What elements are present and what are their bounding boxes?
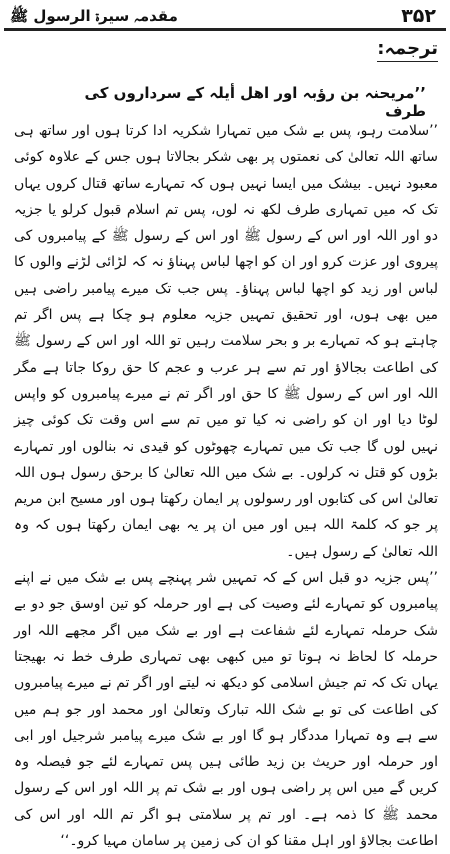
letter-address-line: ’’مریحنہ بن رؤبہ اور اھل أیلہ کے سرداروں کی طرف bbox=[84, 84, 426, 120]
body-text bbox=[14, 118, 438, 854]
running-title: مقدمہ سیرۃ الرسول ﷺ bbox=[10, 7, 178, 25]
page-number: ۳۵۲ bbox=[401, 5, 436, 27]
paragraph-1: ’’سلامت رہو، پس بے شک میں تمہارا شکریہ ادا کرتا ہوں اور ساتھ ہی ساتھ اللہ تعالیٰ کی نعمتوں پر بھی شکر بجالاتا ہوں جس کے علاوہ کوئی معبود نہیں۔ بیشک میں ایسا نہیں ہوں کہ تمہارے ساتھ قتال کروں یہاں تک کہ میں تمہاری طرف لکھ نہ لوں، پس تم اسلام قبول کرلو یا جزیہ دو اور اللہ اور اس کے رسول ﷺ اور اس کے رسول ﷺ کے پیامبروں کی پیروی اور عزت کرو اور ان کو اچھا لباس پہناؤ نہ کہ لڑائی لڑنے والوں کا لباس اور زید کو اچھا لباس پہناؤ۔ پس جب تک میرے پیامبر راضی ہیں میں بھی ہوں، اور تحقیق تمہیں جزیہ معلوم ہو چکا ہے پس اگر تم چاہتے ہو کہ تمہارے بر و بحر سلامت رہیں تو اللہ اور اس کے رسول ﷺ کی اطاعت بجالاؤ اور تم سے ہر عرب و عجم کا حق روکا جاتا ہے مگر اللہ اور اس کے رسول ﷺ کا حق اور اگر تم نے میرے پیامبروں کو واپس لوٹا دیا اور ان کو راضی نہ کیا تو میں تم سے اس وقت تک کوئی چیز نہیں لوں گا جب تک میں تمہارے چھوٹوں کو قیدی نہ بنالوں اور تمہارے بڑوں کو قتل نہ کرلوں۔ بے شک میں اللہ تعالیٰ کا برحق رسول ہوں اللہ تعالیٰ اس کی کتابوں اور رسولوں پر ایمان رکھتا ہوں اور مسیح ابن مریم پر جو کہ کلمۃ اللہ ہیں اور میں ان پر یہ بھی ایمان رکھتا ہوں کہ وہ اللہ تعالیٰ کے رسول ہیں۔ bbox=[14, 123, 438, 560]
section-heading: ترجمہ: bbox=[377, 38, 438, 62]
paragraph-2: ’’پس جزیہ دو قبل اس کے کہ تمہیں شر پہنچے پس بے شک میں نے اپنے پیامبروں کو تمہارے لئے وصیت کی ہے اور حرملہ کو تین اوسق جو دو بے شک حرملہ تمہارے لئے شفاعت ہے اور بے شک میں اگر مجھے اللہ اور حرملہ کا لحاظ نہ ہوتا تو میں کبھی بھی تمہاری طرف خط نہ بھیجتا یہاں تک کہ تم جیش اسلامی کو دیکھ نہ لیتے اور اگر تم نے میرے پیامبروں کی اطاعت کی تو بے شک اللہ تبارک وتعالیٰ اور محمد اور جو ہم میں سے ہے وہ تمہارا مددگار ہو گا اور بے شک میرے پیامبر شرجیل اور ابی اور حرملہ اور حریث بن زید طائی ہیں پس تمہارے لئے جو فیصلہ وہ کریں گے میں اس پر راضی ہوں اور بے شک تم پر اللہ اور اس کے رسول محمد ﷺ کا ذمہ ہے۔ اور تم پر سلامتی ہو اگر تم اللہ اور اس کی اطاعت بجالاؤ اور اہل مقنا کو ان کی زمین پر سامان مہیا کرو۔‘‘ bbox=[14, 570, 438, 850]
page-header bbox=[4, 4, 446, 30]
header-rule bbox=[4, 30, 446, 31]
